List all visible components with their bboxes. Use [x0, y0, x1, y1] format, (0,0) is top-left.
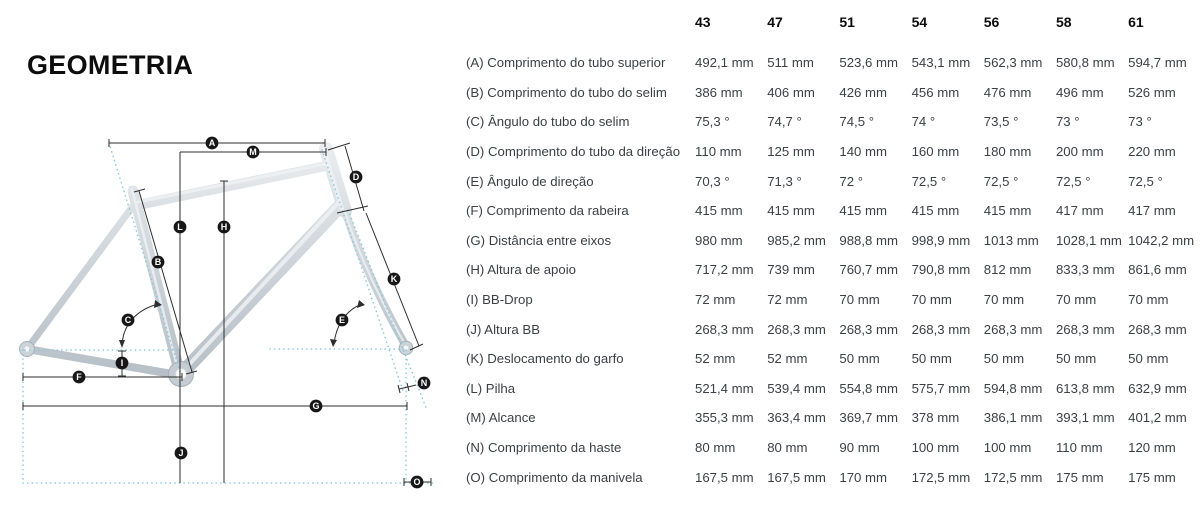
size-header-47: 47: [767, 14, 783, 30]
table-row: [466, 107, 1200, 137]
cell-value: 1028,1 mm: [1055, 232, 1122, 248]
cell-value: 717,2 mm: [695, 262, 754, 278]
diagram-badge-m: [247, 146, 260, 159]
diagram-badge-f: [73, 371, 86, 384]
cell-value: 75,3 °: [695, 114, 730, 130]
cell-value: 739 mm: [767, 262, 815, 278]
cell-value: 861,6 mm: [1128, 262, 1187, 278]
cell-value: 140 mm: [839, 144, 888, 160]
cell-value: 980 mm: [695, 232, 743, 248]
svg-text:E: E: [338, 315, 346, 326]
diagram-badge-b: [152, 256, 165, 269]
frame-tubes: [27, 149, 406, 374]
cell-value: 417 mm: [1128, 203, 1176, 219]
cell-value: 100 mm: [983, 440, 1032, 456]
table-row: [466, 166, 1200, 196]
cell-value: 1013 mm: [983, 232, 1039, 248]
cell-value: 415 mm: [911, 203, 960, 219]
cell-value: 52 mm: [695, 351, 736, 367]
cell-value: 70 mm: [911, 292, 952, 308]
cell-value: 72,5 °: [911, 173, 947, 189]
cell-value: 575,7 mm: [911, 380, 971, 396]
row-label: (C) Ângulo do tubo do selim: [466, 114, 630, 130]
cell-value: 175 mm: [1055, 469, 1104, 485]
cell-value: 70 mm: [983, 292, 1025, 308]
svg-text:N: N: [420, 378, 428, 389]
cell-value: 70 mm: [1055, 292, 1097, 308]
table-row: [466, 314, 1200, 344]
diagram-badge-l: [174, 221, 187, 234]
svg-text:J: J: [178, 448, 184, 459]
row-label: (B) Comprimento do tubo do selim: [466, 84, 667, 100]
row-label: (A) Comprimento do tubo superior: [466, 55, 666, 71]
cell-value: 521,4 mm: [695, 380, 754, 396]
chain-stay: [27, 349, 172, 374]
row-label: (M) Alcance: [466, 410, 536, 426]
svg-text:M: M: [249, 147, 257, 158]
size-header-58: 58: [1055, 14, 1072, 30]
cell-value: 70 mm: [839, 292, 880, 308]
table-row: [466, 462, 1200, 492]
cell-value: 415 mm: [839, 203, 888, 219]
table-row: [466, 78, 1200, 108]
cell-value: 554,8 mm: [839, 380, 899, 396]
cell-value: 160 mm: [911, 144, 960, 160]
bike-geometry-diagram: [0, 118, 460, 522]
table-row: [466, 137, 1200, 167]
cell-value: 110 mm: [1055, 440, 1103, 456]
size-header-51: 51: [839, 14, 855, 30]
cell-value: 220 mm: [1128, 144, 1176, 160]
cell-value: 175 mm: [1128, 469, 1176, 485]
diagram-badge-d: [350, 171, 363, 184]
page-title: GEOMETRIA: [27, 50, 194, 80]
cell-value: 415 mm: [983, 203, 1032, 219]
row-label: (J) Altura BB: [466, 321, 541, 337]
table-row: [466, 433, 1200, 463]
row-label: (I) BB-Drop: [466, 292, 533, 308]
cell-value: 1042,2 mm: [1128, 232, 1195, 248]
row-label: (L) Pilha: [466, 380, 516, 396]
cell-value: 393,1 mm: [1055, 410, 1115, 426]
row-label: (E) Ângulo de direção: [466, 173, 594, 189]
cell-value: 523,6 mm: [839, 55, 899, 71]
top-tube: [138, 166, 326, 205]
cell-value: 72 mm: [767, 292, 808, 308]
cell-value: 74,5 °: [839, 114, 874, 130]
diagram-badge-j: [175, 447, 188, 460]
cell-value: 72 °: [839, 173, 863, 189]
dim-line-b: [139, 191, 192, 372]
cell-value: 50 mm: [1055, 351, 1097, 367]
row-label: (H) Altura de apoio: [466, 262, 576, 278]
table-row: [466, 226, 1200, 256]
cell-value: 496 mm: [1055, 84, 1104, 100]
cell-value: 632,9 mm: [1128, 380, 1187, 396]
cell-value: 363,4 mm: [767, 410, 826, 426]
cell-value: 74 °: [911, 114, 936, 130]
svg-text:O: O: [413, 477, 421, 488]
row-label: (N) Comprimento da haste: [466, 440, 622, 456]
cell-value: 52 mm: [767, 351, 808, 367]
cell-value: 369,7 mm: [839, 410, 899, 426]
row-label: (K) Deslocamento do garfo: [466, 351, 624, 367]
diagram-badge-c: [122, 314, 135, 327]
cell-value: 268,3 mm: [983, 321, 1043, 337]
cell-value: 110 mm: [695, 144, 742, 160]
svg-text:B: B: [154, 257, 162, 268]
cell-value: 172,5 mm: [983, 469, 1043, 485]
cell-value: 180 mm: [983, 144, 1032, 160]
size-header-43: 43: [695, 14, 711, 30]
cell-value: 580,8 mm: [1055, 55, 1115, 71]
geometry-table: [466, 14, 1200, 492]
cell-value: 539,4 mm: [767, 380, 826, 396]
cell-value: 72,5 °: [1128, 173, 1163, 189]
row-label: (F) Comprimento da rabeira: [466, 203, 629, 219]
cell-value: 50 mm: [839, 351, 880, 367]
cell-value: 355,3 mm: [695, 410, 754, 426]
cell-value: 71,3 °: [767, 173, 802, 189]
cell-value: 613,8 mm: [1055, 380, 1115, 396]
diagram-badge-h: [218, 221, 231, 234]
svg-text:C: C: [124, 315, 132, 326]
size-header-61: 61: [1128, 14, 1144, 30]
diagram-badge-i: [116, 357, 129, 370]
diagram-badge-o: [411, 476, 424, 489]
cell-value: 378 mm: [911, 410, 960, 426]
cell-value: 100 mm: [911, 440, 960, 456]
cell-value: 268,3 mm: [839, 321, 899, 337]
cell-value: 790,8 mm: [911, 262, 971, 278]
cell-value: 90 mm: [839, 440, 880, 456]
diagram-badge-k: [388, 273, 401, 286]
cell-value: 170 mm: [839, 469, 888, 485]
cell-value: 50 mm: [983, 351, 1025, 367]
diagram-badge-e: [336, 314, 349, 327]
table-row: [466, 285, 1200, 315]
svg-text:L: L: [177, 222, 183, 233]
row-label: (O) Comprimento da manivela: [466, 469, 643, 485]
cell-value: 72,5 °: [1055, 173, 1091, 189]
cell-value: 401,2 mm: [1128, 410, 1187, 426]
bike-frame-illustration: [0, 118, 460, 522]
cell-value: 268,3 mm: [1128, 321, 1187, 337]
size-header-56: 56: [983, 14, 1000, 30]
table-header-row: [466, 14, 1200, 48]
cell-value: 426 mm: [839, 84, 888, 100]
cell-value: 406 mm: [767, 84, 815, 100]
cell-value: 833,3 mm: [1055, 262, 1115, 278]
table-row: [466, 403, 1200, 433]
cell-value: 415 mm: [767, 203, 815, 219]
row-label: (G) Distância entre eixos: [466, 232, 612, 248]
cell-value: 73 °: [1055, 114, 1080, 130]
size-header-54: 54: [911, 14, 928, 30]
cell-value: 70,3 °: [695, 173, 730, 189]
table-row: [466, 48, 1200, 78]
cell-value: 80 mm: [695, 440, 736, 456]
cell-value: 167,5 mm: [695, 469, 754, 485]
cell-value: 268,3 mm: [695, 321, 754, 337]
cell-value: 72,5 °: [983, 173, 1019, 189]
cell-value: 74,7 °: [767, 114, 802, 130]
diagram-badges: [73, 137, 431, 489]
cell-value: 985,2 mm: [767, 232, 826, 248]
cell-value: 456 mm: [911, 84, 960, 100]
svg-text:H: H: [220, 222, 228, 233]
seat-stay: [27, 202, 136, 349]
diagram-badge-g: [310, 400, 323, 413]
svg-text:I: I: [120, 358, 124, 369]
construction-guides: [23, 143, 433, 483]
cell-value: 73 °: [1128, 114, 1152, 130]
svg-text:D: D: [352, 172, 360, 183]
svg-text:K: K: [390, 274, 398, 285]
cell-value: 125 mm: [767, 144, 815, 160]
cell-value: 760,7 mm: [839, 262, 899, 278]
diagram-badge-a: [206, 137, 219, 150]
cell-value: 526 mm: [1128, 84, 1176, 100]
cell-value: 415 mm: [695, 203, 743, 219]
cell-value: 594,7 mm: [1128, 55, 1187, 71]
cell-value: 511 mm: [767, 55, 814, 71]
cell-value: 73,5 °: [983, 114, 1019, 130]
cell-value: 50 mm: [911, 351, 952, 367]
table-row: [466, 374, 1200, 404]
cell-value: 562,3 mm: [983, 55, 1043, 71]
table-row: [466, 196, 1200, 226]
cell-value: 492,1 mm: [695, 55, 754, 71]
cell-value: 268,3 mm: [911, 321, 971, 337]
cell-value: 594,8 mm: [983, 380, 1043, 396]
table-row: [466, 344, 1200, 374]
cell-value: 72 mm: [695, 292, 736, 308]
cell-value: 476 mm: [983, 84, 1032, 100]
cell-value: 268,3 mm: [1055, 321, 1115, 337]
cell-value: 386 mm: [695, 84, 743, 100]
cell-value: 50 mm: [1128, 351, 1169, 367]
cell-value: 200 mm: [1055, 144, 1104, 160]
cell-value: 268,3 mm: [767, 321, 826, 337]
cell-value: 386,1 mm: [983, 410, 1043, 426]
svg-text:G: G: [312, 401, 320, 412]
cell-value: 812 mm: [983, 262, 1032, 278]
svg-text:A: A: [208, 138, 216, 149]
cell-value: 120 mm: [1128, 440, 1176, 456]
cell-value: 172,5 mm: [911, 469, 971, 485]
cell-value: 988,8 mm: [839, 232, 899, 248]
svg-text:F: F: [76, 372, 82, 383]
row-label: (D) Comprimento do tubo da direção: [466, 144, 681, 160]
cell-value: 80 mm: [767, 440, 808, 456]
cell-value: 543,1 mm: [911, 55, 971, 71]
diagram-badge-n: [418, 377, 431, 390]
cell-value: 167,5 mm: [767, 469, 826, 485]
cell-value: 417 mm: [1055, 203, 1104, 219]
cell-value: 998,9 mm: [911, 232, 971, 248]
table-row: [466, 255, 1200, 285]
cell-value: 70 mm: [1128, 292, 1169, 308]
